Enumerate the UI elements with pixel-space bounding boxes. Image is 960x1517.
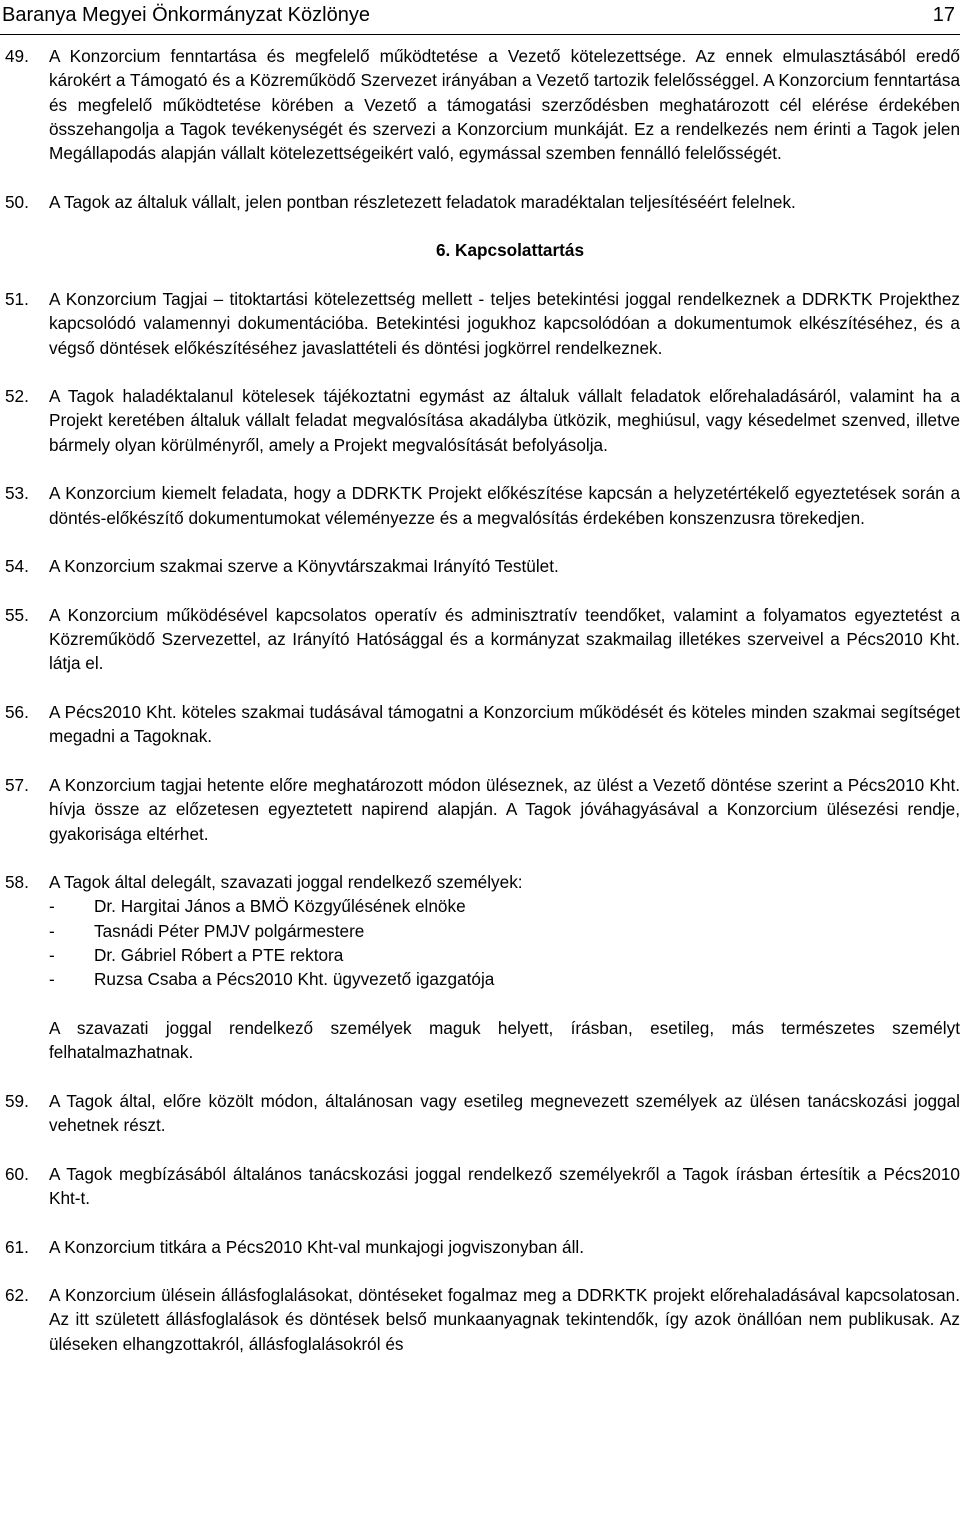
- paragraph-number: 57.: [5, 774, 29, 795]
- paragraph-text: A Konzorcium titkára a Pécs2010 Kht-val munkajogi jogviszonyban áll.: [49, 1236, 585, 1257]
- paragraph-60: [0, 1162, 960, 1211]
- paragraph-number: 52.: [5, 386, 29, 407]
- paragraph-number: 55.: [5, 604, 29, 625]
- paragraph-number: 62.: [5, 1285, 29, 1306]
- paragraph-number: 61.: [5, 1236, 29, 1257]
- paragraph-54: [0, 554, 960, 578]
- paragraph-number: 50.: [5, 191, 29, 212]
- paragraph-text: A Tagok megbízásából általános tanácskozási joggal rendelkező személyekről a Tagok írásban értesítik a Pécs2010 Kht-t.: [49, 1163, 960, 1208]
- paragraph-number: 56.: [5, 702, 29, 723]
- paragraph-text: A Tagok haladéktalanul kötelesek tájékoztatni egymást az általuk vállalt feladatok előrehaladásáról, valamint ha a Projekt keretében általuk vállalt feladat megvalósítása akadályba ütközik, meghiúsul, vagy késedelmet szenved, illetve bármely olyan körülményről, amely a Projekt megvalósítását befolyásolja.: [49, 386, 960, 455]
- paragraph-text: A Konzorcium kiemelt feladata, hogy a DDRKTK Projekt előkészítése kapcsán a helyzetértékelő egyeztetések során a döntés-előkészítő dokumentumokat véleményezze és a megvalósítás érdekében konszenzusra törekedjen.: [49, 483, 960, 528]
- paragraph-text: A Konzorcium tagjai hetente előre meghatározott módon üléseznek, az ülést a Vezető döntése szerint a Pécs2010 Kht. hívja össze az előzetesen egyeztetett napirend alapján. A Tagok jóváhagyásával a Konzorcium ülésezési rendje, gyakorisága eltérhet.: [49, 774, 960, 844]
- paragraph-58: [0, 870, 960, 1064]
- paragraph-51: [0, 287, 960, 360]
- list-dash: -: [49, 944, 55, 965]
- paragraph-text: A Tagok által, előre közölt módon, általánosan vagy esetileg megnevezett személyek az ülésen tanácskozási joggal vehetnek részt.: [49, 1090, 960, 1136]
- paragraph-52: [0, 384, 960, 457]
- paragraph-text: A Konzorcium fenntartása és megfelelő működtetése a Vezető kötelezettsége. Az ennek elmulasztásából eredő károkért a Támogató és a Közreműködő Szervezet irányában a Vezető tartozik felelősséggel. A Konzorcium fenntartása és megfelelő működtetése körében a Vezető a támogatási szerződésben meghatározott cél elérése érdekében összehangolja a Tagok tevékenységét és szervezi a Konzorcium munkáját. Ez a rendelkezés nem érinti a Tagok jelen Megállapodás alapján vállalt kötelezettségeikért való, egymással szemben fennálló felelősségét.: [49, 46, 960, 164]
- list-dash: -: [49, 920, 55, 941]
- delegates-list: [49, 894, 960, 991]
- paragraph-57: [0, 773, 960, 846]
- paragraph-61: [0, 1235, 960, 1259]
- paragraph-text: A Tagok az általuk vállalt, jelen pontban részletezett feladatok maradéktalan teljesítéséért felelnek.: [49, 191, 796, 212]
- paragraph-text: A Konzorcium ülésein állásfoglalásokat, döntéseket fogalmaz meg a DDRKTK projekt előrehaladásával kapcsolatosan. Az itt született állásfoglalások és döntések belső munkaanyagnak tekintendők, így azok önállóan nem publikusak. Az üléseken elhangzottakról, állásfoglalásokról és: [49, 1285, 960, 1354]
- paragraph-62: [0, 1283, 960, 1356]
- list-item-text: Tasnádi Péter PMJV polgármestere: [94, 920, 365, 941]
- paragraph-number: 60.: [5, 1163, 29, 1184]
- paragraph-text: A Konzorcium szakmai szerve a Könyvtárszakmai Irányító Testület.: [49, 556, 559, 577]
- list-item: [49, 943, 960, 967]
- document-body: [0, 44, 960, 1356]
- paragraph-number: 59.: [5, 1090, 29, 1111]
- paragraph-59: [0, 1089, 960, 1138]
- paragraph-number: 51.: [5, 288, 29, 309]
- paragraph-53: [0, 481, 960, 530]
- paragraph-number: 49.: [5, 46, 29, 66]
- paragraph-49: [0, 44, 960, 165]
- publication-title: Baranya Megyei Önkormányzat Közlönye: [2, 4, 370, 26]
- list-item-text: Dr. Gábriel Róbert a PTE rektora: [94, 944, 344, 965]
- list-dash: -: [49, 969, 55, 990]
- paragraph-number: 58.: [5, 872, 29, 893]
- page-number: 17: [932, 4, 955, 26]
- paragraph-50: [0, 190, 960, 214]
- page-header: [0, 0, 960, 35]
- paragraph-55: [0, 603, 960, 676]
- paragraph-number: 53.: [5, 483, 29, 504]
- list-item: [49, 894, 960, 918]
- paragraph-text: A Konzorcium Tagjai – titoktartási kötelezettség mellett - teljes betekintési joggal rendelkeznek a DDRKTK Projekthez kapcsolódó valamennyi dokumentációba. Betekintési jogukhoz kapcsolódóan a dokumentumok elkészítéséhez, és a végső döntések előkészítéséhez javaslattételi és döntési jogkörrel rendelkeznek.: [49, 288, 960, 358]
- list-item: [49, 967, 960, 991]
- list-item: [49, 919, 960, 943]
- section-heading: 6. Kapcsolattartás: [435, 240, 585, 261]
- paragraph-intro: A Tagok által delegált, szavazati joggal rendelkező személyek:: [49, 872, 523, 893]
- paragraph-text: A Konzorcium működésével kapcsolatos operatív és adminisztratív teendőket, valamint a folyamatos egyeztetést a Közreműködő Szervezettel, az Irányító Hatósággal és a kormányzat szakmailag illetékes szerveivel a Pécs2010 Kht. látja el.: [49, 604, 960, 674]
- list-dash: -: [49, 896, 55, 917]
- paragraph-text: A Pécs2010 Kht. köteles szakmai tudásával támogatni a Konzorcium működését és köteles minden szakmai segítséget megadni a Tagoknak.: [49, 702, 960, 747]
- paragraph-56: [0, 700, 960, 749]
- paragraph-closing: A szavazati joggal rendelkező személyek maguk helyett, írásban, esetileg, más természetes személyt felhatalmazhatnak.: [49, 1017, 960, 1063]
- list-item-text: Dr. Hargitai János a BMÖ Közgyűlésének elnöke: [94, 896, 466, 917]
- paragraph-number: 54.: [5, 556, 29, 577]
- list-item-text: Ruzsa Csaba a Pécs2010 Kht. ügyvezető igazgatója: [94, 969, 495, 990]
